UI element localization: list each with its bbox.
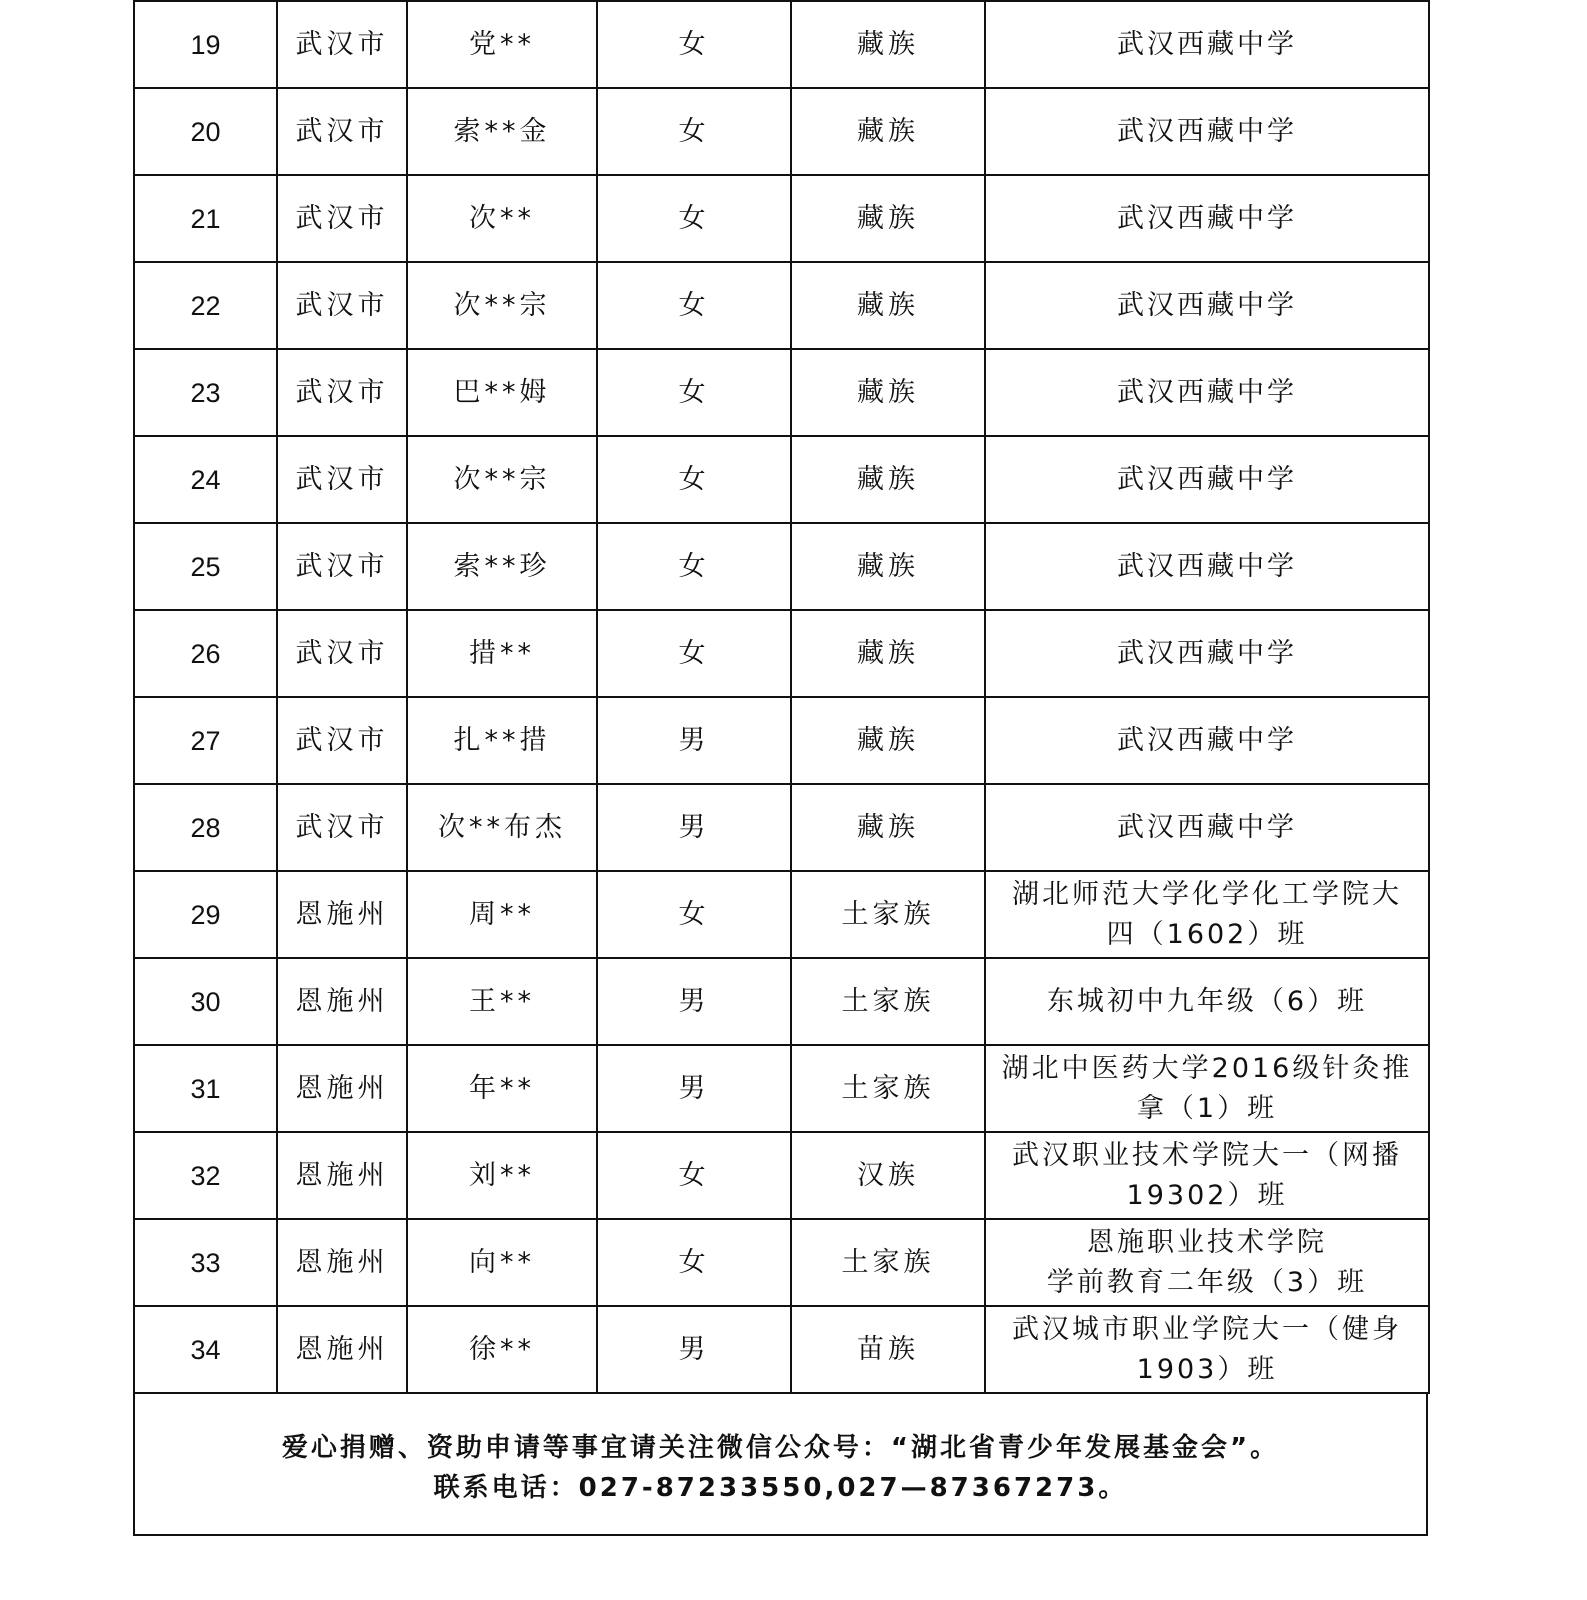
table-row	[134, 697, 1429, 784]
school-line: 武汉西藏中学	[1117, 724, 1297, 756]
cell-name: 次**布杰	[407, 784, 597, 871]
school-line: 拿（1）班	[1136, 1092, 1278, 1124]
table-row	[134, 1, 1429, 88]
cell-ethnicity: 藏族	[791, 1, 985, 88]
cell-ethnicity: 藏族	[791, 175, 985, 262]
cell-gender: 女	[597, 349, 791, 436]
cell-number: 27	[134, 697, 277, 784]
cell-name: 党**	[407, 1, 597, 88]
table-row	[134, 1045, 1429, 1132]
cell-city: 武汉市	[277, 436, 407, 523]
cell-gender: 女	[597, 88, 791, 175]
table-row	[134, 349, 1429, 436]
table-row	[134, 610, 1429, 697]
table-row	[134, 1306, 1429, 1393]
table-row	[134, 1132, 1429, 1219]
cell-number: 31	[134, 1045, 277, 1132]
cell-number: 24	[134, 436, 277, 523]
cell-name: 次**宗	[407, 436, 597, 523]
table-row	[134, 262, 1429, 349]
cell-city: 恩施州	[277, 871, 407, 958]
cell-name: 次**宗	[407, 262, 597, 349]
cell-city: 武汉市	[277, 697, 407, 784]
school-line: 19302）班	[1126, 1179, 1288, 1211]
school-line: 武汉西藏中学	[1117, 811, 1297, 843]
cell-school	[985, 175, 1429, 262]
cell-number: 33	[134, 1219, 277, 1306]
school-line: 湖北师范大学化学化工学院大	[1012, 878, 1402, 910]
table-row	[134, 784, 1429, 871]
cell-name: 年**	[407, 1045, 597, 1132]
cell-ethnicity: 苗族	[791, 1306, 985, 1393]
cell-ethnicity: 藏族	[791, 349, 985, 436]
cell-gender: 男	[597, 958, 791, 1045]
cell-number: 30	[134, 958, 277, 1045]
cell-ethnicity: 土家族	[791, 1219, 985, 1306]
school-line: 学前教育二年级（3）班	[1046, 1266, 1368, 1298]
cell-number: 21	[134, 175, 277, 262]
cell-gender: 女	[597, 262, 791, 349]
cell-ethnicity: 藏族	[791, 610, 985, 697]
cell-number: 19	[134, 1, 277, 88]
recipient-table-body	[134, 1, 1429, 1393]
cell-ethnicity: 藏族	[791, 784, 985, 871]
school-line: 恩施职业技术学院	[1087, 1226, 1327, 1258]
cell-city: 恩施州	[277, 958, 407, 1045]
cell-city: 武汉市	[277, 1, 407, 88]
school-line: 东城初中九年级（6）班	[1046, 985, 1368, 1017]
school-line: 武汉西藏中学	[1117, 289, 1297, 321]
school-line: 武汉西藏中学	[1117, 463, 1297, 495]
cell-city: 武汉市	[277, 523, 407, 610]
cell-number: 20	[134, 88, 277, 175]
cell-ethnicity: 土家族	[791, 958, 985, 1045]
cell-gender: 男	[597, 1306, 791, 1393]
cell-name: 徐**	[407, 1306, 597, 1393]
cell-school	[985, 1, 1429, 88]
school-line: 武汉西藏中学	[1117, 28, 1297, 60]
table-row	[134, 436, 1429, 523]
cell-ethnicity: 藏族	[791, 436, 985, 523]
school-line: 武汉西藏中学	[1117, 550, 1297, 582]
cell-number: 25	[134, 523, 277, 610]
cell-number: 29	[134, 871, 277, 958]
cell-school	[985, 523, 1429, 610]
footer-phone-numbers: 联系电话：027-87233550,027—87367273。	[433, 1473, 1128, 1503]
cell-name: 次**	[407, 175, 597, 262]
cell-city: 武汉市	[277, 88, 407, 175]
cell-city: 武汉市	[277, 175, 407, 262]
cell-number: 32	[134, 1132, 277, 1219]
cell-number: 22	[134, 262, 277, 349]
document-sheet	[133, 0, 1428, 1536]
cell-gender: 女	[597, 1, 791, 88]
school-line: 武汉西藏中学	[1117, 637, 1297, 669]
cell-school	[985, 1306, 1429, 1393]
cell-ethnicity: 汉族	[791, 1132, 985, 1219]
cell-gender: 女	[597, 523, 791, 610]
school-line: 1903）班	[1136, 1353, 1278, 1385]
cell-city: 恩施州	[277, 1132, 407, 1219]
footer-wechat-notice: 爱心捐赠、资助申请等事宜请关注微信公众号：“湖北省青少年发展基金会”。	[281, 1433, 1280, 1463]
cell-number: 34	[134, 1306, 277, 1393]
cell-gender: 男	[597, 1045, 791, 1132]
cell-name: 巴**姆	[407, 349, 597, 436]
cell-city: 武汉市	[277, 610, 407, 697]
recipient-table	[133, 0, 1430, 1394]
school-line: 武汉职业技术学院大一（网播	[1012, 1139, 1402, 1171]
cell-name: 刘**	[407, 1132, 597, 1219]
cell-school	[985, 697, 1429, 784]
cell-city: 恩施州	[277, 1045, 407, 1132]
table-row	[134, 871, 1429, 958]
school-line: 武汉西藏中学	[1117, 376, 1297, 408]
cell-name: 索**金	[407, 88, 597, 175]
table-row	[134, 175, 1429, 262]
school-line: 四（1602）班	[1106, 918, 1308, 950]
cell-name: 周**	[407, 871, 597, 958]
table-row	[134, 88, 1429, 175]
cell-city: 恩施州	[277, 1306, 407, 1393]
cell-ethnicity: 藏族	[791, 523, 985, 610]
cell-ethnicity: 藏族	[791, 262, 985, 349]
school-line: 武汉城市职业学院大一（健身	[1012, 1313, 1402, 1345]
contact-footer	[133, 1394, 1428, 1536]
cell-city: 恩施州	[277, 1219, 407, 1306]
table-row	[134, 958, 1429, 1045]
cell-name: 索**珍	[407, 523, 597, 610]
cell-city: 武汉市	[277, 784, 407, 871]
cell-name: 扎**措	[407, 697, 597, 784]
cell-school	[985, 349, 1429, 436]
cell-gender: 男	[597, 784, 791, 871]
cell-city: 武汉市	[277, 262, 407, 349]
cell-ethnicity: 藏族	[791, 697, 985, 784]
cell-ethnicity: 藏族	[791, 88, 985, 175]
cell-gender: 女	[597, 610, 791, 697]
school-line: 武汉西藏中学	[1117, 202, 1297, 234]
cell-school	[985, 958, 1429, 1045]
school-line: 湖北中医药大学2016级针灸推	[1001, 1052, 1413, 1084]
cell-gender: 男	[597, 697, 791, 784]
cell-ethnicity: 土家族	[791, 871, 985, 958]
cell-number: 26	[134, 610, 277, 697]
cell-name: 王**	[407, 958, 597, 1045]
cell-city: 武汉市	[277, 349, 407, 436]
cell-school	[985, 1219, 1429, 1306]
cell-school	[985, 784, 1429, 871]
cell-gender: 女	[597, 1219, 791, 1306]
school-line: 武汉西藏中学	[1117, 115, 1297, 147]
cell-name: 向**	[407, 1219, 597, 1306]
cell-number: 28	[134, 784, 277, 871]
cell-school	[985, 436, 1429, 523]
cell-school	[985, 88, 1429, 175]
cell-school	[985, 1045, 1429, 1132]
cell-gender: 女	[597, 175, 791, 262]
cell-number: 23	[134, 349, 277, 436]
cell-gender: 女	[597, 436, 791, 523]
cell-school	[985, 262, 1429, 349]
cell-school	[985, 871, 1429, 958]
cell-gender: 女	[597, 1132, 791, 1219]
cell-name: 措**	[407, 610, 597, 697]
table-row	[134, 523, 1429, 610]
cell-ethnicity: 土家族	[791, 1045, 985, 1132]
cell-school	[985, 610, 1429, 697]
table-row	[134, 1219, 1429, 1306]
cell-gender: 女	[597, 871, 791, 958]
cell-school	[985, 1132, 1429, 1219]
